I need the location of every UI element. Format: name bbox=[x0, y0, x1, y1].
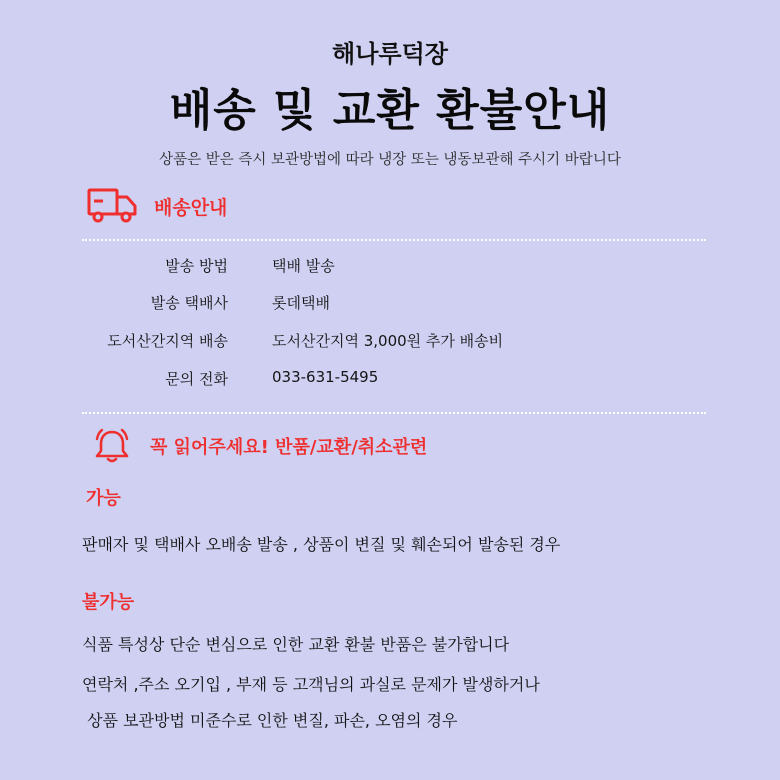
shipping-section-header bbox=[86, 186, 227, 226]
page-subtitle: 상품은 받은 즉시 보관방법에 따라 냉장 또는 냉동보관해 주시기 바랍니다 bbox=[159, 152, 621, 168]
info-label: 문의 전화 bbox=[165, 370, 228, 388]
impossible-line: 식품 특성상 단순 변심으로 인한 교환 환불 반품은 불가합니다 bbox=[82, 635, 510, 654]
info-row-method bbox=[70, 255, 670, 277]
possible-heading: 가능 bbox=[86, 488, 121, 509]
divider bbox=[82, 239, 706, 241]
info-label: 발송 방법 bbox=[165, 257, 228, 275]
notice-section-header bbox=[92, 428, 427, 464]
possible-line: 판매자 및 택배사 오배송 발송 , 상품이 변질 및 훼손되어 발송된 경우 bbox=[82, 535, 561, 554]
info-row-courier bbox=[70, 292, 670, 314]
notice-heading: 꼭 읽어주세요! 반품/교환/취소관련 bbox=[150, 437, 428, 458]
divider bbox=[82, 412, 706, 414]
impossible-line: 상품 보관방법 미준수로 인한 변질, 파손, 오염의 경우 bbox=[82, 711, 458, 730]
info-value: 033-631-5495 bbox=[272, 368, 379, 386]
shipping-heading: 배송안내 bbox=[154, 196, 228, 219]
info-label: 발송 택배사 bbox=[150, 294, 228, 312]
info-value: 택배 발송 bbox=[272, 257, 335, 275]
info-value: 도서산간지역 3,000원 추가 배송비 bbox=[272, 332, 504, 350]
info-value: 롯데택배 bbox=[272, 294, 330, 312]
impossible-heading: 불가능 bbox=[82, 592, 135, 613]
info-row-remote bbox=[70, 330, 670, 352]
page-title: 배송 및 교환 환불안내 bbox=[169, 85, 611, 136]
impossible-line: 연락처 ,주소 오기입 , 부재 등 고객님의 과실로 문제가 발생하거나 bbox=[82, 675, 540, 694]
bell-icon bbox=[92, 428, 132, 464]
store-name: 해나루덕장 bbox=[332, 40, 448, 68]
truck-icon bbox=[86, 186, 140, 226]
info-row-phone bbox=[70, 368, 670, 390]
info-label: 도서산간지역 배송 bbox=[107, 332, 228, 350]
